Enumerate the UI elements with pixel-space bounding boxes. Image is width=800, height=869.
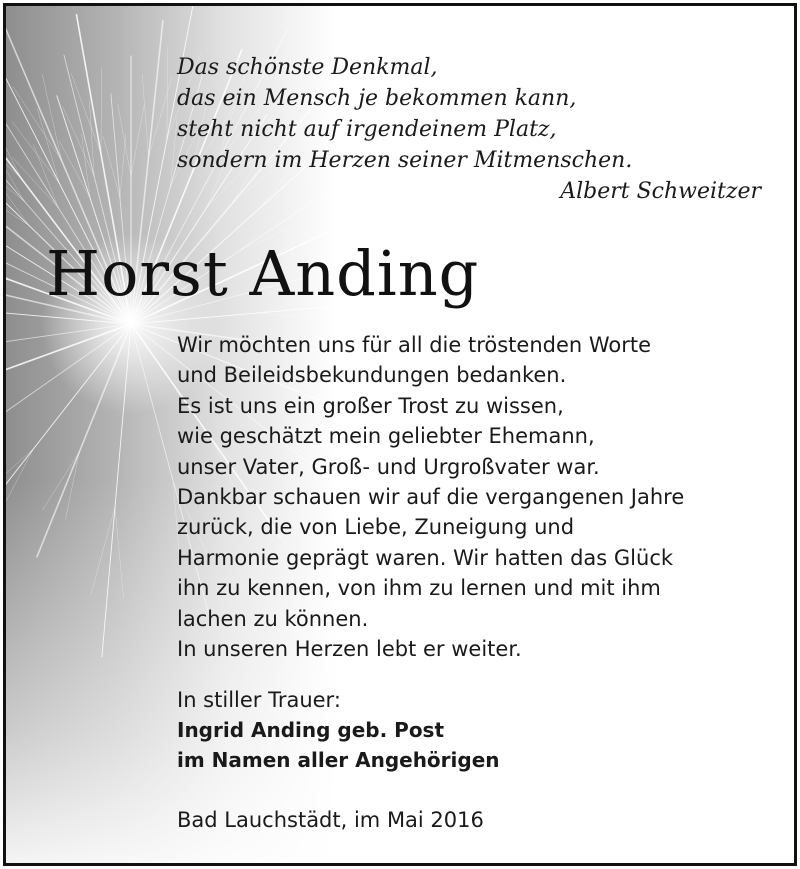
message-line: wie geschätzt mein geliebter Ehemann,	[177, 424, 595, 449]
message-line: zurück, die von Liebe, Zuneigung und	[177, 515, 575, 540]
message-line: Wir möchten uns für all die tröstenden Worte	[177, 333, 652, 357]
obituary-card	[3, 3, 797, 866]
message-line: ihn zu kennen, von ihm zu lernen und mit ihm	[177, 576, 661, 601]
quote-line: sondern im Herzen seiner Mitmenschen.	[177, 148, 633, 173]
thank-you-message	[177, 330, 777, 664]
message-line: unser Vater, Groß- und Urgroßvater war.	[177, 454, 600, 479]
message-line: lachen zu können.	[177, 606, 369, 631]
place-date: Bad Lauchstädt, im Mai 2016	[177, 808, 484, 832]
signature-intro: In stiller Trauer:	[177, 688, 341, 712]
message-line: Dankbar schauen wir auf die vergangenen Jahre	[177, 485, 685, 510]
quote-author: Albert Schweitzer	[560, 179, 761, 204]
message-line: In unseren Herzen lebt er weiter.	[177, 637, 522, 662]
signature-name: im Namen aller Angehörigen	[177, 748, 500, 772]
signature-block	[177, 685, 500, 775]
quote-line: Das schönste Denkmal,	[177, 55, 438, 80]
deceased-name: Horst Anding	[46, 237, 480, 310]
message-line: Es ist uns ein großer Trost zu wissen,	[177, 393, 564, 418]
message-line: und Beileidsbekundungen bedanken.	[177, 363, 567, 388]
quote-block	[177, 52, 767, 207]
quote-line: steht nicht auf irgendeinem Platz,	[177, 117, 557, 142]
quote-line: das ein Mensch je bekommen kann,	[177, 86, 577, 111]
signature-name: Ingrid Anding geb. Post	[177, 718, 445, 742]
message-line: Harmonie geprägt waren. Wir hatten das Glück	[177, 545, 674, 570]
